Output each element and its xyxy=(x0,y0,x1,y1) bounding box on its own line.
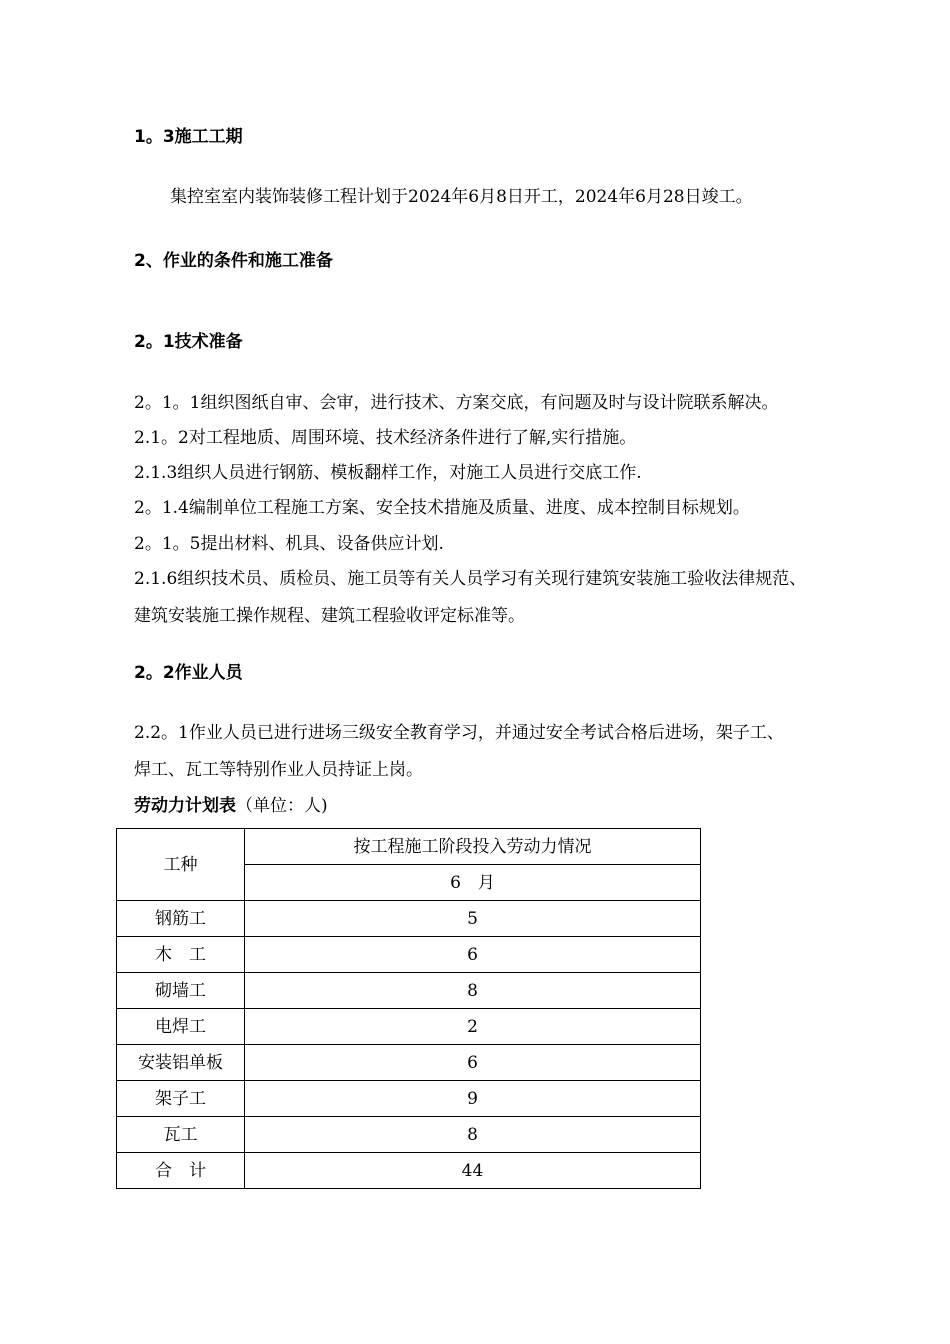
trade-cell: 瓦工 xyxy=(117,1117,245,1153)
total-label-cell: 合 计 xyxy=(117,1153,245,1189)
table-row xyxy=(117,901,701,937)
count-cell: 2 xyxy=(245,1009,701,1045)
tech-item-2-1-5: 2。1。5提出材料、机具、设备供应计划. xyxy=(134,534,444,554)
total-count-cell: 44 xyxy=(245,1153,701,1189)
tech-item-2-1-3: 2.1.3组织人员进行钢筋、模板翻样工作，对施工人员进行交底工作. xyxy=(134,463,642,483)
table-row xyxy=(117,937,701,973)
table-row xyxy=(117,1009,701,1045)
table-caption-title: 劳动力计划表 xyxy=(134,796,236,816)
table-total-row xyxy=(117,1153,701,1189)
trade-cell: 电焊工 xyxy=(117,1009,245,1045)
table-caption xyxy=(134,795,328,817)
tech-item-2-1-1: 2。1。1组织图纸自审、会审，进行技术、方案交底，有问题及时与设计院联系解决。 xyxy=(134,393,779,413)
table-header-row xyxy=(117,829,701,865)
count-cell: 6 xyxy=(245,1045,701,1081)
personnel-line-2: 焊工、瓦工等特别作业人员持证上岗。 xyxy=(134,760,423,780)
count-cell: 8 xyxy=(245,973,701,1009)
trade-cell: 架子工 xyxy=(117,1081,245,1117)
labor-plan-table xyxy=(116,828,701,1189)
table-caption-unit: （单位：人) xyxy=(236,796,328,816)
table-row xyxy=(117,973,701,1009)
count-cell: 5 xyxy=(245,901,701,937)
count-cell: 9 xyxy=(245,1081,701,1117)
schedule-text: 集控室室内装饰装修工程计划于2024年6月8日开工，2024年6月28日竣工。 xyxy=(170,187,753,207)
tech-item-2-1-6-cont: 建筑安装施工操作规程、建筑工程验收评定标准等。 xyxy=(134,606,525,626)
count-cell: 6 xyxy=(245,937,701,973)
heading-2: 2、作业的条件和施工准备 xyxy=(134,251,333,271)
heading-1-3: 1。3施工工期 xyxy=(134,127,243,147)
tech-item-2-1-2: 2.1。2对工程地质、周围环境、技术经济条件进行了解,实行措施。 xyxy=(134,428,637,448)
header-trade: 工种 xyxy=(117,829,245,901)
personnel-line-1: 2.2。1作业人员已进行进场三级安全教育学习，并通过安全考试合格后进场，架子工、 xyxy=(134,723,784,743)
table-row xyxy=(117,1081,701,1117)
trade-cell: 安装铝单板 xyxy=(117,1045,245,1081)
trade-cell: 木 工 xyxy=(117,937,245,973)
tech-item-2-1-6: 2.1.6组织技术员、质检员、施工员等有关人员学习有关现行建筑安装施工验收法律规范、 xyxy=(134,569,807,589)
trade-cell: 砌墙工 xyxy=(117,973,245,1009)
tech-item-2-1-4: 2。1.4编制单位工程施工方案、安全技术措施及质量、进度、成本控制目标规划。 xyxy=(134,498,750,518)
header-month: 6 月 xyxy=(245,865,701,901)
table-row xyxy=(117,1045,701,1081)
header-labor-input: 按工程施工阶段投入劳动力情况 xyxy=(245,829,701,865)
heading-2-1: 2。1技术准备 xyxy=(134,332,243,352)
trade-cell: 钢筋工 xyxy=(117,901,245,937)
count-cell: 8 xyxy=(245,1117,701,1153)
heading-2-2: 2。2作业人员 xyxy=(134,663,243,683)
table-row xyxy=(117,1117,701,1153)
